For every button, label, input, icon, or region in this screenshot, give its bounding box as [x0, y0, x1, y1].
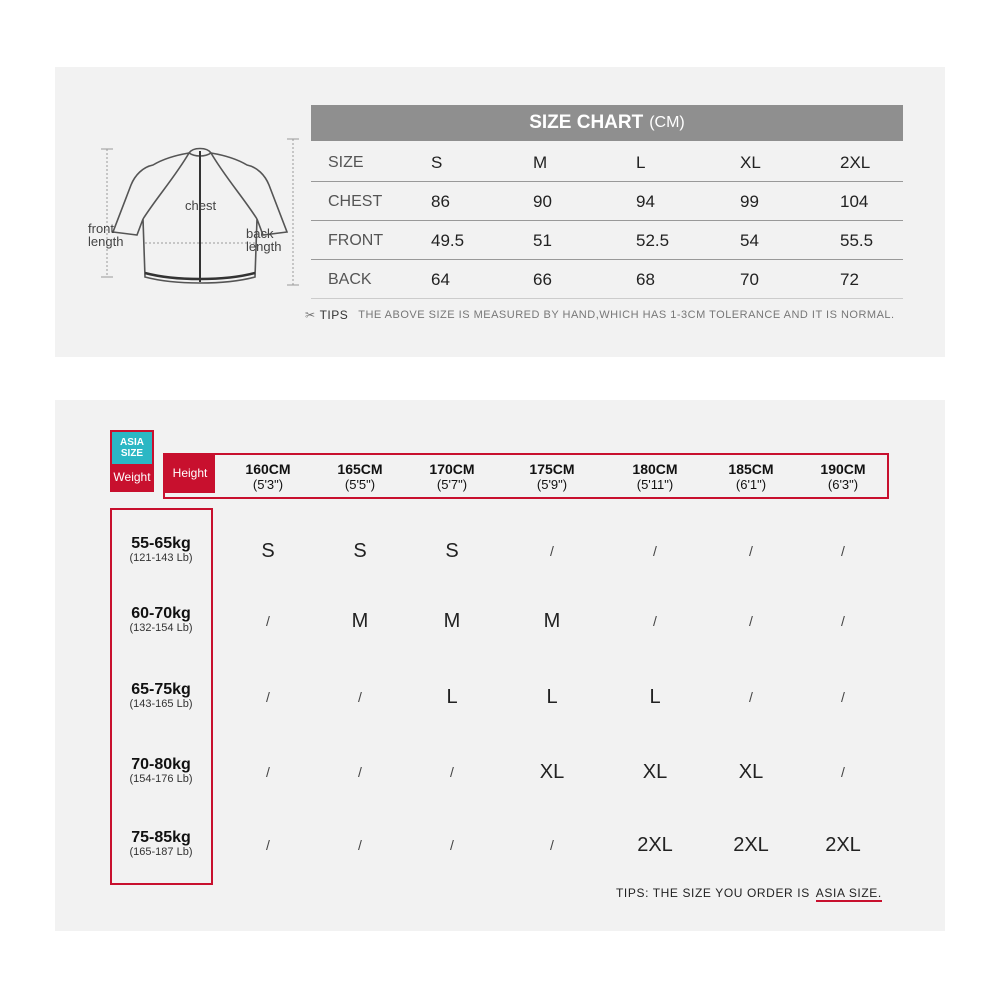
- size-guide-cell: /: [266, 764, 270, 780]
- height-ft: (6'1"): [735, 477, 767, 492]
- size-chart-cell: 68: [636, 270, 655, 289]
- size-chart-title-text: SIZE CHART: [529, 112, 644, 133]
- size-chart-cell: 49.5: [431, 231, 465, 250]
- weight-header: Weight: [113, 470, 151, 484]
- size-guide-cell: S: [445, 540, 459, 562]
- size-guide-cell: /: [749, 613, 753, 629]
- weight-lb: (132-154 Lb): [129, 622, 193, 634]
- height-column-header: [228, 462, 308, 492]
- size-guide-cell: /: [749, 689, 753, 705]
- size-chart-row: [311, 143, 903, 182]
- front-length-label: front length: [88, 221, 124, 249]
- asia-size-label: [112, 432, 152, 464]
- scissors-icon: ✂: [305, 308, 316, 322]
- size-guide-cell: L: [446, 686, 458, 708]
- size-guide-cell: 2XL: [825, 834, 861, 856]
- height-column-header: [320, 462, 400, 492]
- height-cm: 165CM: [337, 461, 383, 477]
- size-chart-row-label: BACK: [328, 271, 372, 288]
- size-guide-cell: 2XL: [637, 834, 673, 856]
- size-chart-cell: 86: [431, 192, 450, 211]
- measurement-tips: [305, 308, 895, 322]
- weight-lb: (143-165 Lb): [129, 698, 193, 710]
- size-guide-cell: L: [649, 686, 661, 708]
- size-chart-panel: [55, 67, 945, 357]
- height-ft: (5'9"): [536, 477, 568, 492]
- size-chart-cell: 72: [840, 270, 859, 289]
- weight-row-label: [113, 536, 209, 564]
- size-guide-panel: [55, 400, 945, 931]
- size-chart-cell: XL: [740, 153, 761, 172]
- height-ft: (5'5"): [344, 477, 376, 492]
- size-guide-cell: /: [841, 764, 845, 780]
- weight-kg: 55-65kg: [131, 535, 191, 552]
- size-guide-cell: XL: [738, 761, 764, 783]
- height-cm: 180CM: [632, 461, 678, 477]
- size-guide-cell: /: [550, 543, 554, 559]
- height-cm: 170CM: [429, 461, 475, 477]
- height-column-header: [803, 462, 883, 492]
- height-column-header: [615, 462, 695, 492]
- height-ft: (6'3"): [827, 477, 859, 492]
- size-chart-row: [311, 221, 903, 260]
- weight-row-label: [113, 682, 209, 710]
- size-guide-cell: /: [266, 837, 270, 853]
- size-chart-cell: 54: [740, 231, 759, 250]
- weight-kg: 60-70kg: [131, 605, 191, 622]
- asia-line2: SIZE: [120, 448, 144, 459]
- height-cm: 175CM: [529, 461, 575, 477]
- size-chart-title: [311, 105, 903, 141]
- weight-kg: 65-75kg: [131, 681, 191, 698]
- chest-label: chest: [185, 198, 217, 213]
- tips2-highlight: ASIA SIZE.: [815, 886, 882, 900]
- size-guide-cell: L: [546, 686, 558, 708]
- size-guide-cell: /: [358, 837, 362, 853]
- size-chart-cell: M: [533, 153, 548, 172]
- height-cm: 185CM: [728, 461, 774, 477]
- weight-lb: (165-187 Lb): [129, 846, 193, 858]
- size-guide-cell: /: [653, 613, 657, 629]
- size-guide-cell: M: [543, 610, 561, 632]
- size-chart-cell: 70: [740, 270, 759, 289]
- back-length-label: back length: [246, 226, 282, 254]
- size-guide-cell: /: [266, 613, 270, 629]
- size-chart-row: [311, 182, 903, 221]
- height-ft: (5'3"): [252, 477, 284, 492]
- height-column-header: [412, 462, 492, 492]
- size-chart-row-label: FRONT: [328, 232, 384, 249]
- height-cm: 160CM: [245, 461, 291, 477]
- weight-row-label: [113, 757, 209, 785]
- size-chart-row-label: CHEST: [328, 193, 383, 210]
- asia-line1: ASIA: [120, 437, 144, 448]
- size-chart-cell: 90: [533, 192, 552, 211]
- size-guide-cell: /: [450, 764, 454, 780]
- weight-lb: (154-176 Lb): [129, 773, 193, 785]
- weight-lb: (121-143 Lb): [129, 552, 193, 564]
- size-chart-cell: 52.5: [636, 231, 670, 250]
- size-chart-unit: (CM): [649, 114, 685, 131]
- size-guide-cell: /: [841, 613, 845, 629]
- size-guide-cell: /: [266, 689, 270, 705]
- size-chart-row-label: SIZE: [328, 154, 364, 171]
- size-guide-cell: XL: [642, 761, 668, 783]
- size-guide-cell: /: [358, 764, 362, 780]
- weight-kg: 70-80kg: [131, 756, 191, 773]
- height-column-header: [512, 462, 592, 492]
- size-chart-cell: S: [431, 153, 443, 172]
- size-chart-cell: 2XL: [840, 153, 871, 172]
- size-guide-cell: S: [353, 540, 367, 562]
- size-chart-cell: 66: [533, 270, 552, 289]
- size-chart-cell: 64: [431, 270, 450, 289]
- asia-size-badge: [110, 430, 154, 492]
- size-guide-cell: /: [358, 689, 362, 705]
- size-chart-cell: 99: [740, 192, 759, 211]
- size-chart-row: [311, 260, 903, 299]
- size-guide-cell: M: [443, 610, 461, 632]
- size-guide-cell: /: [749, 543, 753, 559]
- size-chart-cell: 104: [840, 192, 869, 211]
- tips2-prefix: TIPS: THE SIZE YOU ORDER IS: [616, 886, 810, 900]
- size-guide-cell: XL: [539, 761, 565, 783]
- height-column-header: [711, 462, 791, 492]
- size-guide-cell: /: [841, 689, 845, 705]
- weight-row-label: [113, 830, 209, 858]
- tips-text: THE ABOVE SIZE IS MEASURED BY HAND,WHICH HAS 1-3CM TOLERANCE AND IT IS NORMAL.: [358, 309, 895, 321]
- size-guide-cell: /: [450, 837, 454, 853]
- height-header: Height: [165, 453, 215, 493]
- height-ft: (5'7"): [436, 477, 468, 492]
- height-ft: (5'11"): [636, 477, 674, 492]
- size-guide-cell: /: [653, 543, 657, 559]
- size-chart-cell: 51: [533, 231, 552, 250]
- weight-row-label: [113, 606, 209, 634]
- asia-size-tips: [616, 886, 882, 900]
- size-chart-cell: L: [636, 153, 646, 172]
- size-guide-cell: /: [550, 837, 554, 853]
- weight-kg: 75-85kg: [131, 829, 191, 846]
- height-cm: 190CM: [820, 461, 866, 477]
- size-guide-cell: 2XL: [733, 834, 769, 856]
- size-chart-cell: 94: [636, 192, 655, 211]
- jersey-diagram: [85, 127, 325, 307]
- tips-label: TIPS: [319, 308, 349, 322]
- size-guide-cell: /: [841, 543, 845, 559]
- size-chart-cell: 55.5: [840, 231, 874, 250]
- size-guide-cell: S: [261, 540, 275, 562]
- size-guide-cell: M: [351, 610, 369, 632]
